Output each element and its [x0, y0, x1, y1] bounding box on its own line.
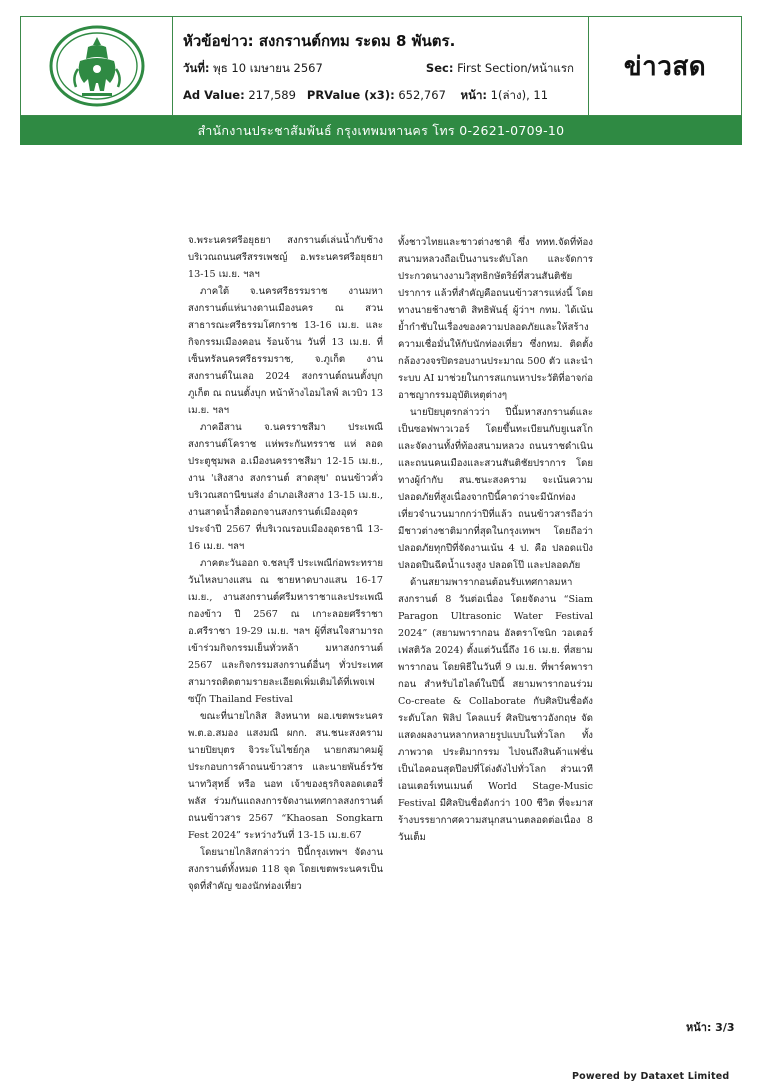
office-banner: สำนักงานประชาสัมพันธ์ กรุงเทพมหานคร โทร 0-2621-0709-10 [20, 116, 742, 145]
category-label: ข่าวสด [623, 51, 707, 82]
date-value: พุธ 10 เมษายน 2567 [213, 61, 323, 75]
paragraph: โดยนายไกลิสกล่าวว่า ปีนี้กรุงเทพฯ จัดงานสงกรานต์ทั้งหมด 118 จุด โดยเขตพระนครเป็นจุดที่สำคัญ ของนักท่องเที่ยว [188, 847, 383, 892]
headline: สงกรานต์กทม ระดม 8 พันตร. [258, 32, 456, 50]
ad-value-label: Ad Value: [183, 88, 245, 102]
paragraph: ภาคตะวันออก จ.ชลบุรี ประเพณีก่อพระทรายวันไหลบางแสน ณ ชายหาดบางแสน 16-17 เม.ย., งานสงกรานต์ศรีมหาราชาและประเพณีกองข้าว ปี 2567 ณ เกาะลอยศรีราชา อ.ศรีราชา 19-29 เม.ย. ฯลฯ ผู้ที่สนใจสามารถเข้าร่วมกิจกรรมเย็นทั่วหล้า มหาสงกรานต์ 2567 และกิจกรรมสงกรานต์อื่นๆ ทั่วประเทศ สามารถติดตามรายละเอียดเพิ่มเติมได้ที่เพจเฟซบุ๊ก Thailand Festival [188, 558, 383, 705]
paragraph: นายปิยบุตรกล่าวว่า ปีนี้มหาสงกรานต์และเป็นซอฟพาวเวอร์ โดยขึ้นทะเบียนกับยูเนสโก และจัดงานทั้งที่ท้องสนามหลวง ถนนราชดำเนินและถนนคนเมืองและสวนสันติชัยปราการ โดยทางผู้กำกับ สน.ชนะสงคราม จะเน้นความปลอดภัยที่สูงเนื่องจากปีนี้คาดว่าจะมีนักท่องเที่ยวจำนวนมากกว่าปีที่แล้ว ถนนข้าวสารถือว่ามีชาวต่างชาติมากที่สุดในกรุงเทพฯ โดยถือว่าปลอดภัยทุกปีที่จัดงานเน้น 4 ป. คือ ปลอดแป้ง ปลอดปืนฉีดน้ำแรงสูง ปลอดโป๊ และปลอดภัย [398, 407, 593, 571]
article-column-left [188, 232, 383, 895]
value-row [183, 87, 548, 105]
powered-by-footer: Powered by Dataxet Limited [572, 1071, 730, 1082]
section-row [426, 60, 574, 78]
page-number: หน้า: 3/3 [686, 1021, 735, 1034]
category-box [589, 17, 741, 115]
paragraph: ด้านสยามพารากอนต้อนรับเทศกาลมหาสงกรานต์ 8 วันต่อเนื่อง โดยจัดงาน “Siam Paragon Ultrasonic Water Festival 2024” (สยามพารากอน อัลตราโซนิก วอเตอร์เฟสติวัล 2024) ตั้งแต่วันนี้ถึง 16 เม.ย. ที่สยามพารากอน โดยพิธีในวันที่ 9 เม.ย. ที่พาร์คพารากอน สำหรับไฮไลต์ในปีนี้ สยามพารากอนร่วม Co-create & Collaborate กับศิลปินชื่อดังระดับโลก ฟิลิป โคลแบร์ ศิลปินชาวอังกฤษ จัดแสดงผลงานหลากหลายรูปแบบในทั่วโลก ทั้งภาพวาด ประติมากรรม ไปจนถึงสินค้าแฟชั่น เป็นไอคอนสุดป๊อปที่โด่งดังไปทั่วโลก ส่วนเวทีเอนเตอร์เทนเมนต์ World Stage-Music Festival มีศิลปินชื่อดังกว่า 100 ชีวิต ที่จะมาสร้างบรรยากาศความสนุกสนานตลอดต่อเนื่อง 8 วันเต็ม [398, 577, 593, 843]
paragraph: ภาคใต้ จ.นครศรีธรรมราช งานมหาสงกรานต์แห่นางดานเมืองนคร ณ สวนสาธารณะศรีธรรมโศกราช 13-16 เม.ย. และกิจกรรมเมืองคอน ร้อนจ้าน วันที่ 13 เม.ย. ที่เซ็นทรัลนครศรีธรรมราช, จ.ภูเก็ต งานสงกรานต์ในเลอ 2024 สงกรานต์ถนนตั้งบุก ภูเก็ต ณ ถนนตั้งบุก หน้าห้างไอมไลฟ์ ลเวบิว 13 เม.ย. ฯลฯ [188, 286, 383, 416]
paragraph: จ.พระนครศรีอยุธยา สงกรานต์เล่นน้ำกับช้าง บริเวณถนนศรีสรรเพชญ์ อ.พระนครศรีอยุธยา 13-15 เม.ย. ฯลฯ [188, 235, 383, 280]
clipping-info [173, 17, 589, 115]
headline-row [183, 29, 455, 53]
clipping-header [20, 16, 742, 116]
section-value: First Section/หน้าแรก [457, 61, 574, 75]
section-label: Sec: [425, 61, 454, 75]
article-column-right [398, 234, 593, 846]
ad-value: 217,589 [248, 88, 296, 102]
date-label: วันที่: [183, 61, 210, 75]
page-value: 1(ล่าง), 11 [490, 88, 549, 102]
page-label: หน้า: [460, 88, 488, 102]
paragraph: ขณะที่นายไกลิส สิงหนาท ผอ.เขตพระนคร พ.ต.อ.สมอง แสงมณี ผกก. สน.ชนะสงคราม นายปิยบุตร จิวระโนไชย์กุล นายกสมาคมผู้ประกอบการค้าถนนข้าวสาร และนายพันธ์รวัชนาทวิสุทธิ์ หรือ นอท เจ้าของธุรกิจลอดเตอรี่พลัส ร่วมกันแถลงการจัดงานเทศกาลสงกรานต์ถนนข้าวสาร 2567 “Khaosan Songkarn Fest 2024” ระหว่างวันที่ 13-15 เม.ย.67 [188, 711, 383, 841]
pr-value: 652,767 [398, 88, 446, 102]
bma-seal-logo [48, 25, 146, 107]
paragraph: ภาคอีสาน จ.นครราชสีมา ประเพณีสงกรานต์โคราช แห่พระกันทรราช แห่ ลอดประตูชุมพล อ.เมืองนครราชสีมา 12-15 เม.ย., งาน 'เสิงสาง สงกรานต์ สาดสุข' ถนนข้าวคั่ว บริเวณสถานีขนส่ง อำเภอเสิงสาง 13-15 เม.ย., งานสาดน้ำสื่อดอกจานสงกรานต์เมืองอุดร ประจำปี 2567 ที่บริเวณรอบเมืองอุดรธานี 13-16 เม.ย. ฯลฯ [188, 422, 383, 552]
headline-label: หัวข้อข่าว: [183, 32, 254, 50]
date-row [183, 60, 323, 78]
paragraph: ทั้งชาวไทยและชาวต่างชาติ ซึ่ง ททท.จัดที่ท้องสนามหลวงถือเป็นงานระดับโลก และจัดการประกวดนางงามวิสุทธิกษัตริย์ที่สวนสันติชัยปราการ แล้วที่สำคัญคือถนนข้าวสารแห่งนี้ โดยทางนายช้างชาติ สิทธิพันธุ์ ผู้ว่าฯ กทม. ได้เน้นย้ำกำชับในเรื่องของความปลอดภัยและให้สร้างความเชื่อมั่นให้กับนักท่องเที่ยว ซึ่งกทม. ติดตั้งกล้องวงจรปิดรอบงานประมาณ 500 ตัว และนำระบบ AI มาช่วยในการสแกนหาประวัติที่อาจก่ออาชญากรรมอุบัติเหตุต่างๆ [398, 237, 593, 401]
logo-box [21, 17, 173, 115]
pr-value-label: PRValue (x3): [306, 88, 395, 102]
